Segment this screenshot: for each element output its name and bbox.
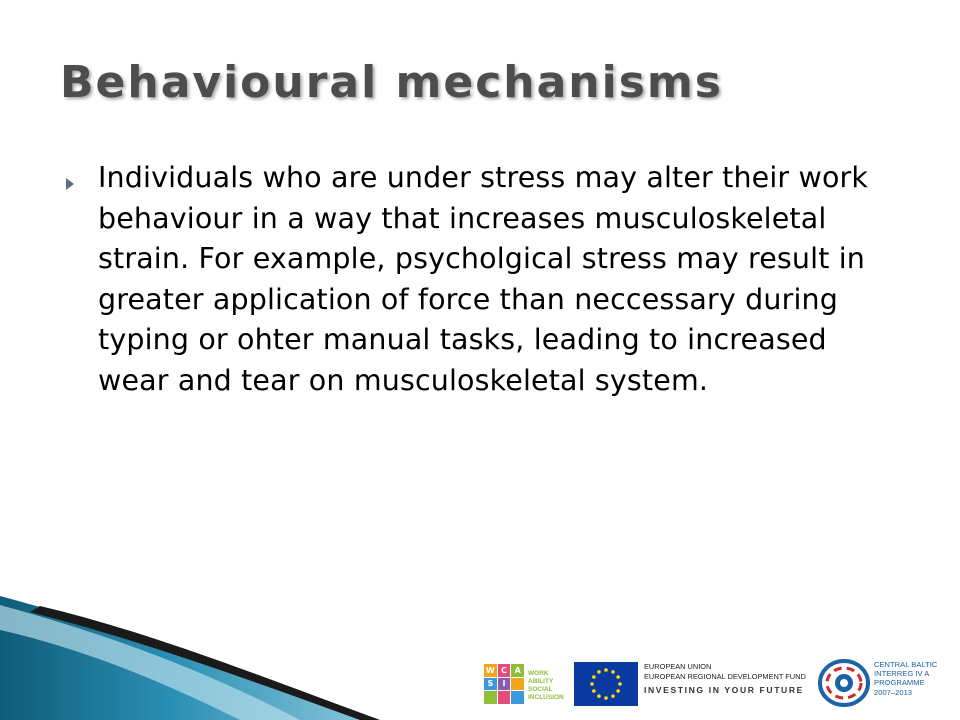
wasi-logo-cell: A [511,664,524,677]
eu-logo-text [644,662,834,706]
eu-star-icon [616,675,620,679]
eu-star-icon [611,694,615,698]
eu-flag-icon [574,662,638,706]
eu-star-icon [597,670,601,674]
bullet-list [60,158,880,401]
wasi-logo-cell: W [485,665,495,675]
central-baltic-logo-icon [816,656,872,710]
wasi-tagline-line: WORK [528,670,549,677]
wasi-logo-cell [511,691,524,704]
eu-star-icon [592,689,596,693]
eu-star-icon [597,694,601,698]
slide-title: Behavioural mechanisms [60,57,723,108]
wasi-logo-cell: S [484,678,497,691]
wasi-logo-cell: I [498,678,511,691]
eu-slogan: INVESTING IN YOUR FUTURE [644,685,804,695]
central-baltic-line: PROGRAMME [874,678,925,688]
eu-star-icon [604,696,608,700]
footer-logos [478,656,948,712]
wasi-logo-cell [484,691,497,704]
wasi-logo-cell [511,678,524,691]
wasi-logo [478,662,572,706]
triangle-bullet-icon [66,178,74,190]
eu-union-label: EUROPEAN UNION [644,662,712,671]
wasi-logo-tagline [528,670,564,702]
bullet-item [60,158,880,401]
central-baltic-line: CENTRAL BALTIC [874,660,938,669]
eu-star-icon [604,668,608,672]
bullet-text: Individuals who are under stress may alter their work behaviour in a way that increases musculoskeletal strain. For example, psycholgical stress may result in greater application of force than neccessary during typing or ohter manual tasks, leading to increased wear and tear on musculoskeletal system. [98,161,869,397]
wasi-logo-grid [484,664,524,704]
wasi-tagline-line: ABILITY [528,678,554,685]
eu-star-icon [616,689,620,693]
central-baltic-line: 2007–2013 [874,687,913,697]
wasi-logo-cell [498,691,511,704]
eu-star-icon [611,670,615,674]
wasi-tagline-line: SOCIAL [528,686,553,693]
central-baltic-line: INTERREG IV A [874,669,930,679]
wasi-logo-cell: C [498,664,511,677]
eu-star-icon [590,682,594,686]
eu-fund-label: EUROPEAN REGIONAL DEVELOPMENT FUND [644,671,806,681]
central-baltic-logo-text [874,660,950,697]
eu-star-icon [618,682,622,686]
eu-star-icon [592,675,596,679]
wasi-tagline-line: INCLUSION [528,694,564,701]
